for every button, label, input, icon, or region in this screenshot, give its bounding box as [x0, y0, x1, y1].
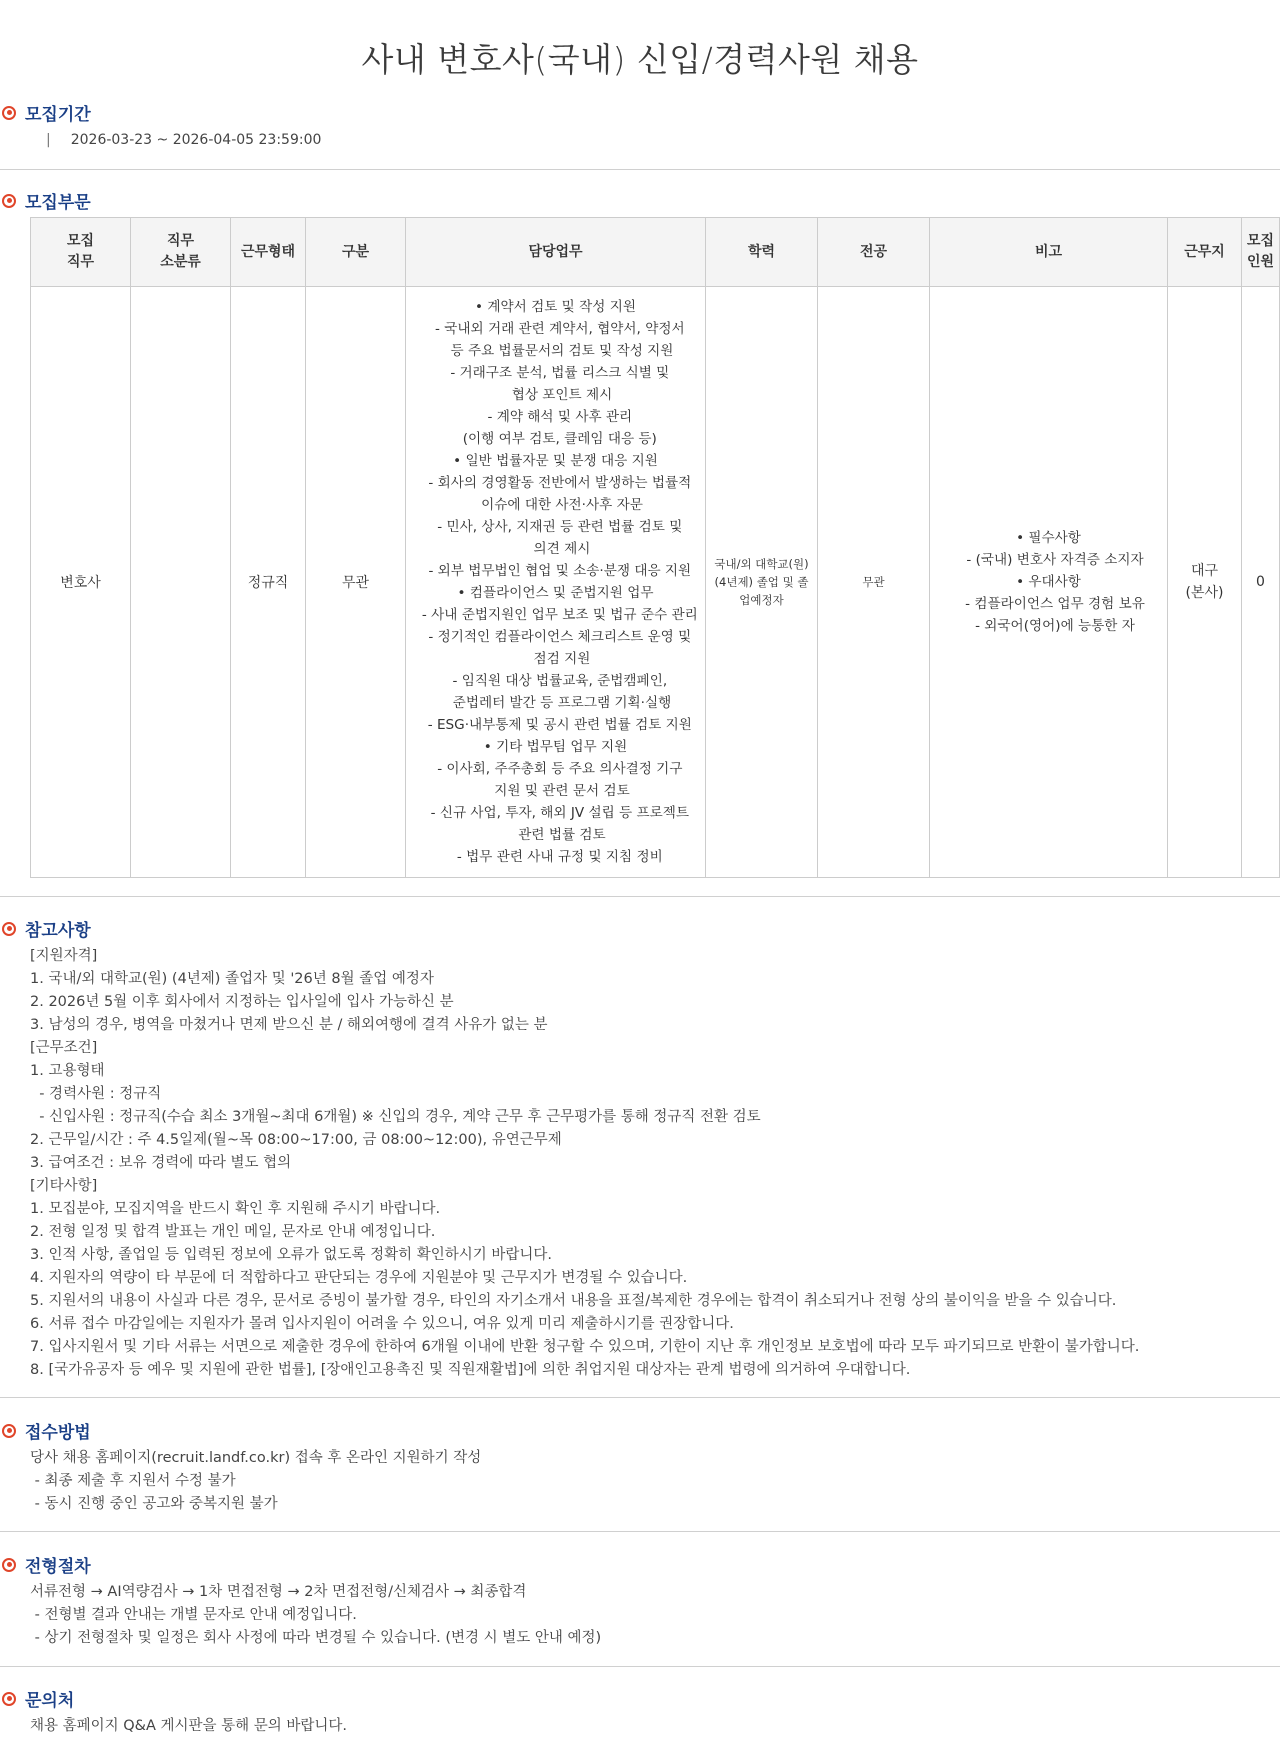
duty-line: 지원 및 관련 문서 검토 — [481, 783, 630, 799]
duty-line: - 계약 해석 및 사후 관리 — [478, 409, 633, 425]
duty-line: • 기타 법무팀 업무 지원 — [483, 739, 628, 755]
cell-subcategory — [131, 287, 231, 878]
reference-text — [30, 945, 1139, 1382]
reference-line: [지원자격] — [30, 948, 98, 964]
reference-line: 8. [국가유공자 등 예우 및 지원에 관한 법률], [장애인고용촉진 및 직원재활법]에 의한 취업지원 대상자는 관계 법령에 의거하여 우대합니다. — [30, 1362, 911, 1378]
process-line: - 전형별 결과 안내는 개별 문자로 안내 예정입니다. — [30, 1607, 357, 1623]
section-divider — [0, 1531, 1280, 1532]
table-header-row — [31, 218, 1280, 287]
page-title: 사내 변호사(국내) 신입/경력사원 채용 — [361, 40, 919, 79]
reference-line: 2. 2026년 5월 이후 회사에서 지정하는 입사일에 입사 가능하신 분 — [30, 994, 454, 1010]
section-divider — [0, 896, 1280, 897]
section-divider — [0, 1397, 1280, 1398]
reference-line: 3. 인적 사항, 졸업일 등 입력된 정보에 오류가 없도록 정확히 확인하시기 바랍니다. — [30, 1247, 552, 1263]
header-education: 학력 — [706, 218, 818, 287]
section-heading-process — [2, 1552, 91, 1577]
note-line: - (국내) 변호사 자격증 소지자 — [953, 552, 1144, 568]
section-heading-reference — [2, 916, 91, 941]
section-heading-label: 참고사항 — [25, 921, 91, 941]
duty-line: • 컴플라이언스 및 준법지원 업무 — [457, 585, 654, 601]
process-text — [30, 1581, 601, 1650]
note-line: • 우대사항 — [1016, 574, 1081, 590]
duty-line: - 이사회, 주주총회 등 주요 의사결정 기구 — [428, 761, 683, 777]
header-major: 전공 — [818, 218, 930, 287]
section-divider — [0, 169, 1280, 170]
reference-line: - 경력사원 : 정규직 — [30, 1086, 162, 1102]
cell-headcount: 0 — [1242, 287, 1280, 878]
duty-list — [406, 296, 705, 868]
cell-notes — [930, 287, 1168, 878]
section-bullet-icon — [2, 1424, 16, 1438]
section-heading-label: 문의처 — [25, 1691, 75, 1711]
cell-category: 무관 — [306, 287, 406, 878]
apply-text — [30, 1447, 481, 1516]
recruit-table — [30, 217, 1280, 878]
duty-line: - 법무 관련 사내 규정 및 지침 정비 — [448, 849, 663, 865]
period-value: 2026-03-23 ~ 2026-04-05 23:59:00 — [70, 132, 322, 148]
cell-major: 무관 — [818, 287, 930, 878]
table-row — [31, 287, 1280, 878]
duty-line: - 임직원 대상 법률교육, 준법캠페인, — [443, 673, 668, 689]
section-bullet-icon — [2, 106, 16, 120]
header-employment-type: 근무형태 — [231, 218, 306, 287]
cell-job: 변호사 — [31, 287, 131, 878]
duty-line: 의견 제시 — [520, 541, 591, 557]
reference-line: [근무조건] — [30, 1040, 98, 1056]
duty-line: • 계약서 검토 및 작성 지원 — [475, 299, 636, 315]
header-job: 모집 직무 — [31, 218, 131, 287]
reference-line: 2. 근무일/시간 : 주 4.5일제(월~목 08:00~17:00, 금 08:00~12:00), 유연근무제 — [30, 1132, 562, 1148]
period-separator: | — [46, 132, 51, 148]
section-bullet-icon — [2, 194, 16, 208]
note-line: - 컴플라이언스 업무 경험 보유 — [952, 596, 1145, 612]
duty-line: 이슈에 대한 사전·사후 자문 — [468, 497, 643, 513]
section-heading-apply — [2, 1418, 91, 1443]
apply-line: 당사 채용 홈페이지(recruit.landf.co.kr) 접속 후 온라인 지원하기 작성 — [30, 1450, 482, 1466]
apply-line: - 최종 제출 후 지원서 수정 불가 — [30, 1473, 236, 1489]
cell-duties — [406, 287, 706, 878]
section-heading-label: 모집기간 — [25, 105, 91, 125]
duty-line: 준법레터 발간 등 프로그램 기획·실행 — [439, 695, 672, 711]
section-bullet-icon — [2, 1558, 16, 1572]
reference-line: 5. 지원서의 내용이 사실과 다른 경우, 문서로 증빙이 불가할 경우, 타인의 자기소개서 내용을 표절/복제한 경우에는 합격이 취소되거나 전형 상의 불이익을 받을 수 있습니다. — [30, 1293, 1117, 1309]
duty-line: - 국내외 거래 관련 계약서, 협약서, 약정서 — [426, 321, 685, 337]
section-heading-label: 모집부문 — [25, 193, 91, 213]
contact-line: 채용 홈페이지 Q&A 게시판을 통해 문의 바랍니다. — [30, 1718, 348, 1734]
process-line: 서류전형 → AI역량검사 → 1차 면접전형 → 2차 면접전형/신체검사 → 최종합격 — [30, 1584, 527, 1600]
reference-line: 1. 모집분야, 모집지역을 반드시 확인 후 지원해 주시기 바랍니다. — [30, 1201, 441, 1217]
reference-line: 1. 국내/외 대학교(원) (4년제) 졸업자 및 '26년 8월 졸업 예정자 — [30, 971, 434, 987]
cell-education: 국내/외 대학교(원) (4년제) 졸업 및 졸 업예정자 — [706, 287, 818, 878]
section-bullet-icon — [2, 922, 16, 936]
note-line: • 필수사항 — [1016, 530, 1081, 546]
duty-line: - ESG·내부통제 및 공시 관련 법률 검토 지원 — [419, 717, 692, 733]
apply-line: - 동시 진행 중인 공고와 중복지원 불가 — [30, 1496, 278, 1512]
reference-line: 3. 급여조건 : 보유 경력에 따라 별도 협의 — [30, 1155, 292, 1171]
header-duties: 담당업무 — [406, 218, 706, 287]
reference-line: - 신입사원 : 정규직(수습 최소 3개월~최대 6개월) ※ 신입의 경우, 계약 근무 후 근무평가를 통해 정규직 전환 검토 — [30, 1109, 761, 1125]
duty-line: 점검 지원 — [520, 651, 591, 667]
duty-line: - 민사, 상사, 지재권 등 관련 법률 검토 및 — [428, 519, 683, 535]
cell-location: 대구 (본사) — [1168, 287, 1242, 878]
header-location: 근무지 — [1168, 218, 1242, 287]
note-line: - 외국어(영어)에 능통한 자 — [962, 618, 1135, 634]
duty-line: - 사내 준법지원인 업무 보조 및 법규 준수 관리 — [413, 607, 698, 623]
section-heading-label: 접수방법 — [25, 1423, 91, 1443]
section-heading-contact — [2, 1686, 74, 1711]
section-heading-period — [2, 100, 91, 125]
cell-employment-type: 정규직 — [231, 287, 306, 878]
duty-line: 협상 포인트 제시 — [498, 387, 613, 403]
process-line: - 상기 전형절차 및 일정은 회사 사정에 따라 변경될 수 있습니다. (변경 시 별도 안내 예정) — [30, 1630, 602, 1646]
header-subcategory: 직무 소분류 — [131, 218, 231, 287]
duty-line: - 거래구조 분석, 법률 리스크 식별 및 — [441, 365, 670, 381]
duty-line: - 신규 사업, 투자, 해외 JV 설립 등 프로젝트 — [421, 805, 690, 821]
duty-line: 등 주요 법률문서의 검토 및 작성 지원 — [437, 343, 674, 359]
duty-line: 관련 법률 검토 — [505, 827, 606, 843]
reference-line: 4. 지원자의 역량이 타 부문에 더 적합하다고 판단되는 경우에 지원분야 및 근무지가 변경될 수 있습니다. — [30, 1270, 688, 1286]
duty-line: - 회사의 경영활동 전반에서 발생하는 법률적 — [419, 475, 692, 491]
section-bullet-icon — [2, 1692, 16, 1706]
recruit-period — [46, 132, 321, 148]
header-notes: 비고 — [930, 218, 1168, 287]
reference-line: [기타사항] — [30, 1178, 98, 1194]
reference-line: 3. 남성의 경우, 병역을 마쳤거나 면제 받으신 분 / 해외여행에 결격 사유가 없는 분 — [30, 1017, 548, 1033]
duty-line: - 정기적인 컴플라이언스 체크리스트 운영 및 — [419, 629, 692, 645]
reference-line: 2. 전형 일정 및 합격 발표는 개인 메일, 문자로 안내 예정입니다. — [30, 1224, 436, 1240]
reference-line: 1. 고용형태 — [30, 1063, 105, 1079]
header-category: 구분 — [306, 218, 406, 287]
reference-line: 7. 입사지원서 및 기타 서류는 서면으로 제출한 경우에 한하여 6개월 이내에 반환 청구할 수 있으며, 기한이 지난 후 개인정보 보호법에 따라 모두 파기되므로 반환이 불가합니다. — [30, 1339, 1140, 1355]
section-divider — [0, 1666, 1280, 1667]
duty-line: - 외부 법무법인 협업 및 소송·분쟁 대응 지원 — [419, 563, 692, 579]
section-heading-division — [2, 188, 91, 213]
duty-line: (이행 여부 검토, 클레임 대응 등) — [454, 431, 657, 447]
section-heading-label: 전형절차 — [25, 1557, 91, 1577]
note-list — [930, 527, 1167, 637]
reference-line: 6. 서류 접수 마감일에는 지원자가 몰려 입사지원이 어려울 수 있으니, 여유 있게 미리 제출하시기를 권장합니다. — [30, 1316, 734, 1332]
contact-text — [30, 1715, 347, 1738]
header-headcount: 모집 인원 — [1242, 218, 1280, 287]
duty-line: • 일반 법률자문 및 분쟁 대응 지원 — [453, 453, 658, 469]
